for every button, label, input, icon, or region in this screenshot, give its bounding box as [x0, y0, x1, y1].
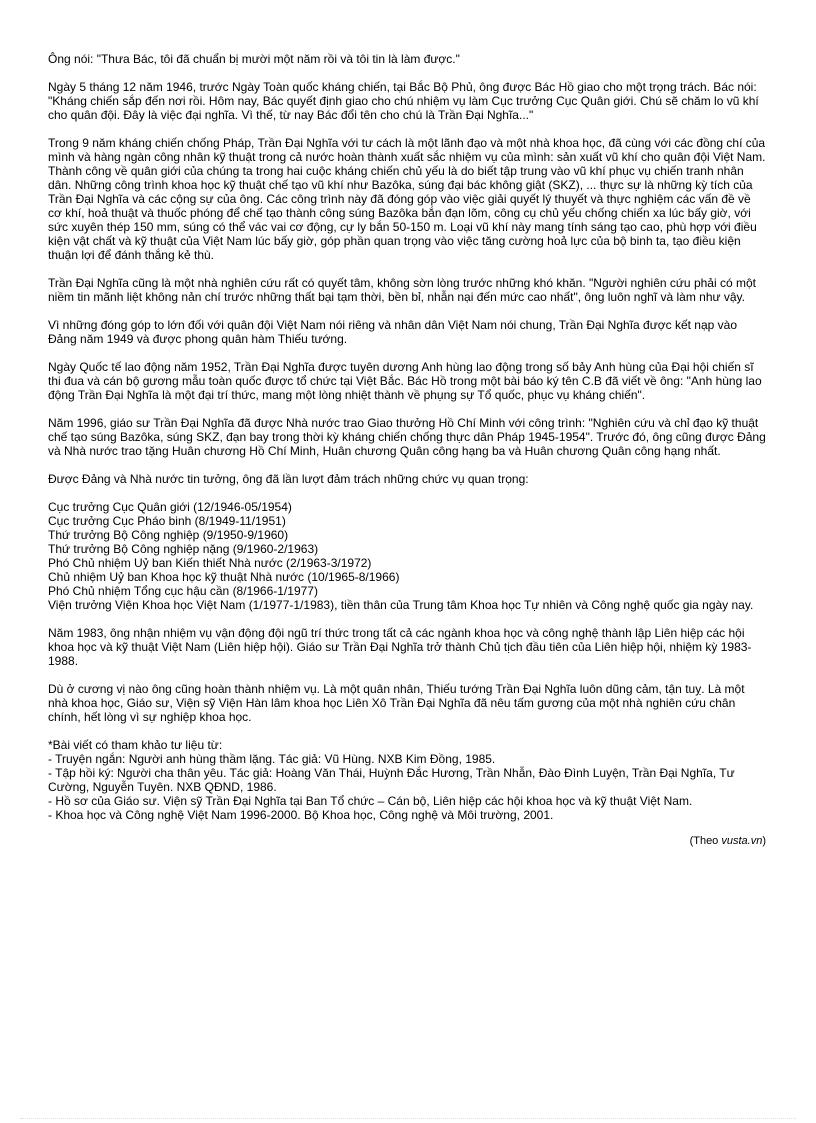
list-item: Thứ trưởng Bộ Công nghiệp nặng (9/1960-2/1963) — [48, 542, 319, 556]
list-item: Phó Chủ nhiệm Uỷ ban Kiến thiết Nhà nước (2/1963-3/1972) — [48, 556, 372, 570]
reference-item: - Hồ sơ của Giáo sư. Viện sỹ Trần Đại Nghĩa tại Ban Tổ chức – Cán bộ, Liên hiệp các hội khoa học và kỹ thuật Việt Nam. — [48, 794, 693, 808]
article-body — [48, 52, 766, 848]
list-item: Phó Chủ nhiệm Tổng cục hậu cần (8/1966-1/1977) — [48, 584, 318, 598]
source-prefix: (Theo — [689, 835, 722, 847]
reference-item: - Khoa học và Công nghệ Việt Nam 1996-2000. Bộ Khoa học, Công nghệ và Môi trường, 2001. — [48, 808, 554, 822]
source-credit — [48, 834, 766, 848]
page-bottom-divider — [20, 1118, 796, 1119]
references — [48, 738, 766, 822]
reference-item: - Tập hồi ký: Người cha thân yêu. Tác giả: Hoàng Văn Thái, Huỳnh Đắc Hương, Trần Nhẫn, Đào Đình Luyện, Trần Đại Nghĩa, Tư Cường, Nguyễn Tuyên. NXB QĐND, 1986. — [48, 766, 735, 794]
paragraph-assignment: Ngày 5 tháng 12 năm 1946, trước Ngày Toàn quốc kháng chiến, tại Bắc Bộ Phủ, ông được Bác Hồ giao cho một trọng trách. Bác nói: "Kháng chiến sắp đến nơi rồi. Hôm nay, Bác quyết định giao cho chú nhiệm vụ làm Cục trưởng Cục Quân giới. Chú sẽ chăm lo vũ khí cho quân đội. Đây là việc đại nghĩa. Vì thế, từ nay Bác đổi tên cho chú là Trần Đại Nghĩa..." — [48, 80, 759, 122]
source-suffix: ) — [762, 835, 766, 847]
paragraph-researcher: Trần Đại Nghĩa cũng là một nhà nghiên cứu rất có quyết tâm, không sờn lòng trước những khó khăn. "Người nghiên cứu phải có một niềm tin mãnh liệt không nản chí trước những thất bại tạm thời, bền bỉ, nhẫn nại đến mức cao nhất", ông luôn nghĩ và làm như vậy. — [48, 276, 756, 304]
list-item: Thứ trưởng Bộ Công nghiệp (9/1950-9/1960) — [48, 528, 289, 542]
list-item: Viện trưởng Viện Khoa học Việt Nam (1/1977-1/1983), tiền thân của Trung tâm Khoa học Tự nhiên và Công nghệ quốc gia ngày nay. — [48, 598, 754, 612]
positions-list — [48, 500, 766, 612]
source-site: vusta.vn — [721, 835, 763, 847]
paragraph-positions-intro: Được Đảng và Nhà nước tin tưởng, ông đã lần lượt đảm trách những chức vụ quan trọng: — [48, 472, 529, 486]
paragraph-conclusion: Dù ở cương vị nào ông cũng hoàn thành nhiệm vụ. Là một quân nhân, Thiếu tướng Trần Đại Nghĩa luôn dũng cảm, tận tuỵ. Là một nhà khoa học, Giáo sư, Viện sỹ Viện Hàn lâm khoa học Liên Xô Trần Đại Nghĩa đã nêu tấm gương của một nhà nghiên cứu chân chính, hết lòng vì sự nghiệp khoa học. — [48, 682, 745, 724]
paragraph-award: Năm 1996, giáo sư Trần Đại Nghĩa đã được Nhà nước trao Giao thưởng Hồ Chí Minh với công trình: "Nghiên cứu và chỉ đạo kỹ thuật chế tạo súng Bazôka, súng SKZ, đạn bay trong thời kỳ kháng chiến chống thực dân Pháp 1945-1954". Trước đó, ông cũng được Đảng và Nhà nước trao tặng Huân chương Hồ Chí Minh, Huân chương Quân công hạng ba và Huân chương Quân công hạng nhất. — [48, 416, 766, 458]
paragraph-union: Năm 1983, ông nhận nhiệm vụ vận động đội ngũ trí thức trong tất cả các ngành khoa học và công nghệ thành lập Liên hiệp các hội khoa học và kỹ thuật Việt Nam (Liên hiệp hội). Giáo sư Trần Đại Nghĩa trở thành Chủ tịch đầu tiên của Liên hiệp hội, nhiệm kỳ 1983-1988. — [48, 626, 752, 668]
paragraph-quote: Ông nói: "Thưa Bác, tôi đã chuẩn bị mười một năm rồi và tôi tin là làm được." — [48, 52, 460, 66]
list-item: Cục trưởng Cục Pháo binh (8/1949-11/1951) — [48, 514, 286, 528]
paragraph-resistance-war: Trong 9 năm kháng chiến chống Pháp, Trần Đại Nghĩa với tư cách là một lãnh đạo và một nhà khoa học, đã cùng với các đồng chí của mình và hàng ngàn công nhân kỹ thuật trong cả nước hoàn thành xuất sắc nhiệm vụ của mình: sản xuất vũ khí cho quân đội Việt Nam. Thành công về quân giới của chúng ta trong hai cuộc kháng chiến chủ yếu là do biết tập trung vào vũ khí phục vụ chiến tranh nhân dân. Những công trình khoa học kỹ thuật chế tạo vũ khí như Bazôka, súng đại bác không giật (SKZ), ... thực sự là những kỳ tích của Trần Đại Nghĩa và các cộng sự của ông. Các công trình này đã đóng góp vào việc giải quyết lý thuyết và thực nghiệm các vấn đề về cơ khí, hoả thuật và thuốc phóng để chế tạo thành công súng Bazôka bắn đạn lõm, công cụ chủ yếu chống chiến xa lúc bấy giờ, với sức xuyên thép 150 mm, súng có thể vác vai cơ động, cự ly bắn 50-150 m. Loại vũ khí này mang tính sáng tạo cao, phù hợp với điều kiện vật chất và kỹ thuật của Việt Nam lúc bấy giờ, góp phần quan trọng vào việc tăng cường hoả lực của bộ binh ta, tạo điều kiện thuận lợi để đánh thắng kẻ thù. — [48, 136, 766, 262]
paragraph-party: Vì những đóng góp to lớn đối với quân đội Việt Nam nói riêng và nhân dân Việt Nam nói chung, Trần Đại Nghĩa được kết nạp vào Đảng năm 1949 và được phong quân hàm Thiếu tướng. — [48, 318, 737, 346]
list-item: Chủ nhiệm Uỷ ban Khoa học kỹ thuật Nhà nước (10/1965-8/1966) — [48, 570, 400, 584]
paragraph-labor-hero: Ngày Quốc tế lao động năm 1952, Trần Đại Nghĩa được tuyên dương Anh hùng lao động trong số bảy Anh hùng của Đại hội chiến sĩ thi đua và cán bộ gương mẫu toàn quốc được tổ chức tại Việt Bắc. Bác Hồ trong một bài báo ký tên C.B đã viết về ông: "Anh hùng lao động Trần Đại Nghĩa là một đại trí thức, mang một lòng nhiệt thành về phụng sự Tổ quốc, phục vụ kháng chiến". — [48, 360, 762, 402]
list-item: Cục trưởng Cục Quân giới (12/1946-05/1954) — [48, 500, 292, 514]
reference-item: - Truyện ngắn: Người anh hùng thầm lặng. Tác giả: Vũ Hùng. NXB Kim Đồng, 1985. — [48, 752, 496, 766]
references-heading: *Bài viết có tham khảo tư liệu từ: — [48, 738, 223, 752]
